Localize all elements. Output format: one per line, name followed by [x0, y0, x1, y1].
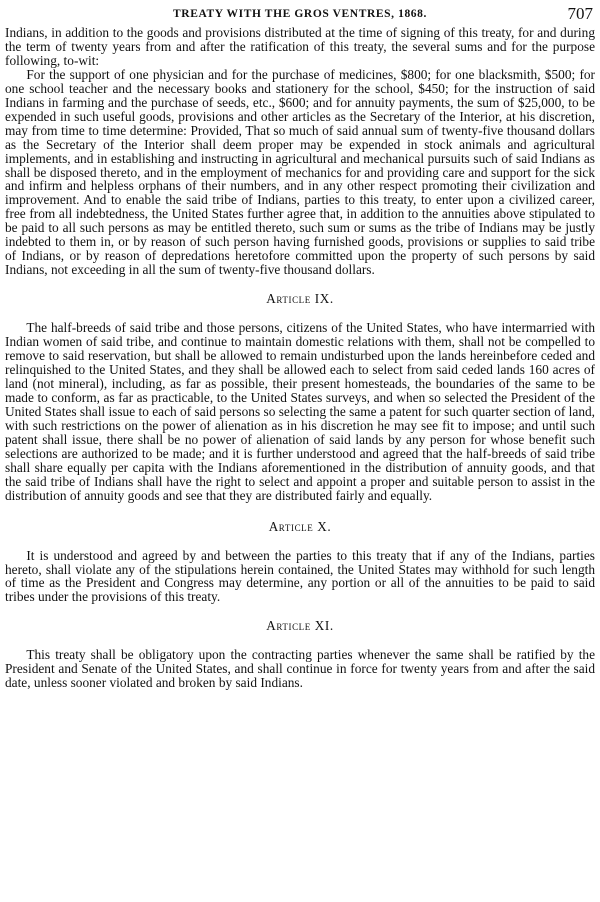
paragraph-annuities: For the support of one physician and for the purchase of medicines, $800; for one blacksmith, $500; for one school teacher and the necessary books and stationery for the school, $450; for the instruction of said Indians in farming and the purchase of seeds, etc., $600; and for annuity payments, the sum of $25,000, to be expended in such useful goods, provisions and other articles as the Secretary of the Interior, at his discretion, may from time to time determine: Provided, That so much of said annual sum of twenty-five thousand dollars as the Secretary of the Interior shall deem proper may be expended in stock animals and agricultural implements, and in establishing and instructing in agricultural and mechanical pursuits such of said Indians as shall be disposed thereto, and in the employment of mechanics for and providing care and support for the sick and infirm and helpless orphans of their numbers, and in any other respect promoting their civilization and improvement. And to enable the said tribe of Indians, parties to this treaty, to enter upon a civilized career, free from all indebtedness, the United States further agree that, in addition to the annuities above stipulated to be paid to all such persons as may be entitled thereto, such sum or sums as the tribe of Indians may be justly indebted to them in, or by reason of such person having furnished goods, provisions or supplies to said tribe of Indians, or by reason of depredations heretofore committed upon the property of such persons by said Indians, not exceeding in all the sum of twenty-five thousand dollars.: [5, 66, 595, 278]
article-x-heading: Article X.: [268, 518, 332, 534]
running-head: TREATY WITH THE GROS VENTRES, 1868.: [173, 8, 427, 20]
article-xi-heading: Article XI.: [266, 618, 334, 634]
paragraph-article-ix: The half-breeds of said tribe and those persons, citizens of the United States, who have intermarried with Indian women of said tribe, and continue to maintain domestic relations with them, shall not be compelled to remove to said reservation, but shall be allowed to remain undisturbed upon the lands hereinbefore ceded and relinquished to the United States, and they shall be allowed each to select from said ceded lands 160 acres of land (not mineral), including, as far as possible, their present homesteads, the boundaries of the same to be made to conform, as far as practicable, to the United States surveys, and when so selected the President of the United States shall issue to each of said persons so selecting the same a patent for such quarter section of land, with such restrictions on the power of alienation as in his discretion he may see fit to impose; and until such patent shall issue, there shall be no power of alienation of said lands by any person for whose benefit such selections are authorized to be made; and it is further understood and agreed that the half-breeds of said tribe shall share equally per capita with the Indians aforementioned in the distribution of annuity goods, and that the said tribe of Indians shall have the right to select and appoint a proper and suitable person to assist in the distribution of annuity goods and see that they are distributed fairly and equally.: [5, 320, 595, 503]
paragraph-continuation: Indians, in addition to the goods and provisions distributed at the time of signing of this treaty, for and during the term of twenty years from and after the ratification of this treaty, the several sums and for the purpose following, to-wit:: [5, 25, 595, 68]
page-number: 707: [567, 4, 593, 23]
article-ix-heading: Article IX.: [266, 291, 334, 307]
paragraph-article-x: It is understood and agreed by and between the parties to this treaty that if any of the Indians, parties hereto, shall violate any of the stipulations herein contained, the United States may withhold for such length of time as the President and Congress may determine, any portion or all of the annuities to be paid to said tribes under the provisions of this treaty.: [5, 547, 595, 605]
page-header: [5, 4, 595, 26]
paragraph-article-xi: This treaty shall be obligatory upon the contracting parties whenever the same shall be ratified by the President and Senate of the United States, and shall continue in force for twenty years from and after the said date, unless sooner violated and broken by said Indians.: [5, 647, 595, 691]
